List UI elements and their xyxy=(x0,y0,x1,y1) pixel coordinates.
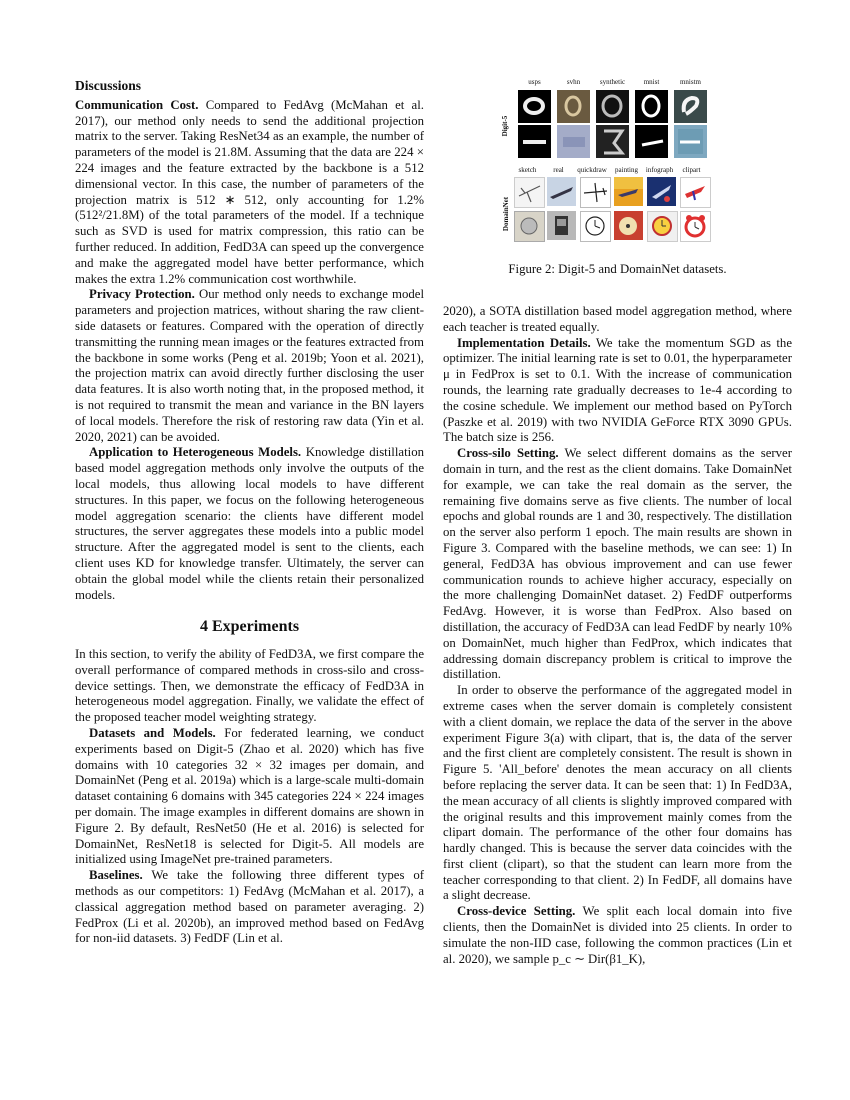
cross-device-paragraph xyxy=(443,904,792,967)
impl-paragraph xyxy=(443,336,792,447)
domainnet-image xyxy=(647,211,678,242)
privacy-paragraph xyxy=(75,287,424,445)
domainnet-image xyxy=(547,211,576,240)
datasets-title: Datasets and Models. xyxy=(89,726,216,741)
datasets-text: For federated learning, we conduct experiments based on Digit-5 (Zhao et al. 2020) which has five domains with 10 categories 32 × 32 images per domain, and DomainNet (Peng et al. 2019a) which is a large-scale multi-domain dataset containing 6 domains with 345 categories 224 × 224 images per domain. The image examples in different domains are shown in Figure 2. By default, ResNet50 (He et al. 2016) is selected for DomainNet, ResNet18 is selected for Digit-5. All models are initialized using ImageNet pre-trained parameters. xyxy=(75,726,424,867)
domainnet-image xyxy=(580,211,611,242)
privacy-title: Privacy Protection. xyxy=(89,287,195,302)
digit5-domain-labels xyxy=(515,78,710,86)
right-column xyxy=(443,304,792,967)
digit-image xyxy=(557,90,590,123)
domainnet-side-label: DomainNet xyxy=(502,196,510,232)
cross-silo-text: We select different domains as the server domain in turn, and the rest as the client domains. Take DomainNet for example, we can take the real domain as the server, the remaining five domains serve as five clients. The number of local epochs and global rounds are 1 and 30, respectively. The distillation on the server also perform 1 epoch. The main results are shown in Figure 3. Compared with the baseline methods, we can see: 1) In general, FedD3A has obvious improvement and can use fewer communication rounds to achieve higher accuracy, especially on the more challenging DomainNet dataset. 2) FedDF outperforms FedAvg. However, it is worse than FedProx. Also based on distillation, the accuracy of FedD3A can lead FedDF by nearly 10% on DomainNet, much higher than FedProx, which indicates that addressing domain discrepancy problem is critical to improve the distillation. xyxy=(443,446,792,682)
domainnet-domain-labels xyxy=(512,166,707,174)
domainnet-domain-label: painting xyxy=(615,166,638,174)
domainnet-domain-label: infograph xyxy=(645,166,674,174)
digit-image xyxy=(596,125,629,158)
impl-title: Implementation Details. xyxy=(457,335,591,350)
cross-device-title: Cross-device Setting. xyxy=(457,904,576,919)
digit-domain-label: mnistm xyxy=(679,78,701,86)
digit-image xyxy=(596,90,629,123)
digit-domain-label: svhn xyxy=(566,78,581,86)
domainnet-image xyxy=(680,211,711,242)
baselines-title: Baselines. xyxy=(89,868,143,883)
domainnet-domain-label: real xyxy=(553,166,564,174)
domainnet-image xyxy=(514,211,545,242)
cross-silo-paragraph xyxy=(443,446,792,683)
discussions-heading: Discussions xyxy=(75,78,142,93)
hetero-text: Knowledge distillation based model aggregation methods only involve the outputs of the local models, thus allowing local models to have different structures. In this paper, we focus on the following heterogeneous model aggregation scenario: the clients have different model structures, the server aggregates these models into a public model structure. After the aggregated model is sent to the clients, each client uses KD for knowledge transfer. Ultimately, the server can obtain the global model while the clients retain their personalized models. xyxy=(75,445,424,602)
baselines-paragraph xyxy=(75,868,424,947)
digit-domain-label: synthetic xyxy=(599,78,626,86)
comm-cost-paragraph xyxy=(75,98,424,288)
domainnet-domain-label: sketch xyxy=(518,166,537,174)
left-column xyxy=(75,70,424,947)
digit-image xyxy=(635,90,668,123)
experiments-intro: In this section, to verify the ability of FedD3A, we first compare the overall performance of compared methods in cross-silo and cross-device settings. Then, we demonstrate the efficacy of FedD3A in heterogeneous model aggregation. Finally, we validate the effect of the proposed teacher model weighting strategy. xyxy=(75,647,424,725)
digit-domain-label: usps xyxy=(528,78,541,86)
domainnet-image xyxy=(614,211,643,240)
domainnet-image xyxy=(580,177,611,208)
domainnet-image xyxy=(647,177,676,206)
domainnet-domain-label: clipart xyxy=(682,166,701,174)
cross-silo-title: Cross-silo Setting. xyxy=(457,446,559,461)
privacy-text: Our method only needs to exchange model parameters and projection matrices, without sharing the raw client-side datasets or features. Compared with the operation of directly transmitting the running mean images or the features extracted from the backbone in some works (Peng et al. 2019b; Yoon et al. 2021), the projection matrix can avoid directly further disclosing the user data features. It is also worth noting that, in the proposed method, it is not required to transmit the mean and variance in the BN layers of local models. Therefore the risk of restoring raw data (Yin et al. 2020, 2021) can be avoided. xyxy=(75,287,425,444)
figure-2 xyxy=(496,78,740,278)
hetero-paragraph xyxy=(75,445,424,603)
digit-domain-label: mnist xyxy=(643,78,660,86)
digit-image xyxy=(518,125,551,158)
domainnet-image xyxy=(547,177,576,206)
digit-image xyxy=(557,125,590,158)
hetero-title: Application to Heterogeneous Models. xyxy=(89,445,302,460)
domainnet-domain-label: quickdraw xyxy=(577,166,607,174)
digit-image xyxy=(635,125,668,158)
figure-2-caption: Figure 2: Digit-5 and DomainNet datasets. xyxy=(508,262,727,276)
comm-cost-title: Communication Cost. xyxy=(75,97,199,112)
impl-text: We take the momentum SGD as the optimizer. The initial learning rate is set to 0.01, the hyperparameter μ in FedProx is set to 0.1. With the increase of communication rounds, the learning rate gradually decreases to 1e-4 according to the cosine schedule. We implement our method based on PyTorch (Paszke et al. 2019) with two NVIDIA GeForce RTX 3090 GPUs. The batch size is 256. xyxy=(443,335,793,445)
domainnet-image xyxy=(680,177,711,208)
cross-device-text: We split each local domain into five clients, then the DomainNet is divided into 25 clients. In order to simulate the non-IID case, following the common practices (Lin et al. 2020), we sample p_c ∼ Dir(β1_K), xyxy=(443,904,793,966)
comm-cost-text: Compared to FedAvg (McMahan et al. 2017), our method only needs to send the additional projection matrix to the server. Taking ResNet34 as an example, the number of parameters of the model is 21.8M. Assuming that the data are 224 × 224 images and the feature extracted by the backbone is a 512 dimensional vector. In this case, the number of parameters of the projection matrix is 512 ∗ 512, only accounting for 1.2% (512²/21.8M) of the total parameters of the model. If a technique such as SVD is used for matrix compression, this ratio can be further reduced. In addition, FedD3A can speed up the convergence and make the aggregated model have better performance, which makes the extra 1.2% communication cost worthwhile. xyxy=(75,97,424,286)
digit5-side-label: Digit-5 xyxy=(501,115,509,137)
experiments-heading: 4 Experiments xyxy=(199,618,300,636)
digit-image xyxy=(518,90,551,123)
digit-image xyxy=(674,90,707,123)
domainnet-image xyxy=(614,177,643,206)
baselines-text: We take the following three different types of methods as our competitors: 1) FedAvg (McMahan et al. 2017), a classical aggregation method based on parameter averaging. 2) FedProx (Li et al. 2020b), an improved method based on FedAvg for non-iid datasets. 3) FedDF (Lin et al. xyxy=(75,868,425,946)
extreme-case-paragraph: In order to observe the performance of the aggregated model in extreme cases when the server domain is completely consistent with a client domain, we replace the data of the server in the above experiment Figure 3(a) with clipart, that is, the data of the server and the first client are completely consistent. The result is shown in Figure 5. 'All_before' denotes the mean accuracy on all clients before replacing the server data. It can be seen that: 1) In FedD3A, the mean accuracy of all clients is slightly improved compared with the original results and this improvement mainly comes from the clipart domain. The performance of the other four domains has hardly changed. This is because the server data coincides with the first client (clipart), so that the student can learn more from the teacher corresponding to that client. 2) In FedDF, all domains have a slight decrease. xyxy=(443,683,792,903)
datasets-paragraph xyxy=(75,726,424,868)
domainnet-image xyxy=(514,177,545,208)
digit-image xyxy=(674,125,707,158)
baselines-continued: 2020), a SOTA distillation based model aggregation method, where each teacher is treated equally. xyxy=(443,304,792,334)
